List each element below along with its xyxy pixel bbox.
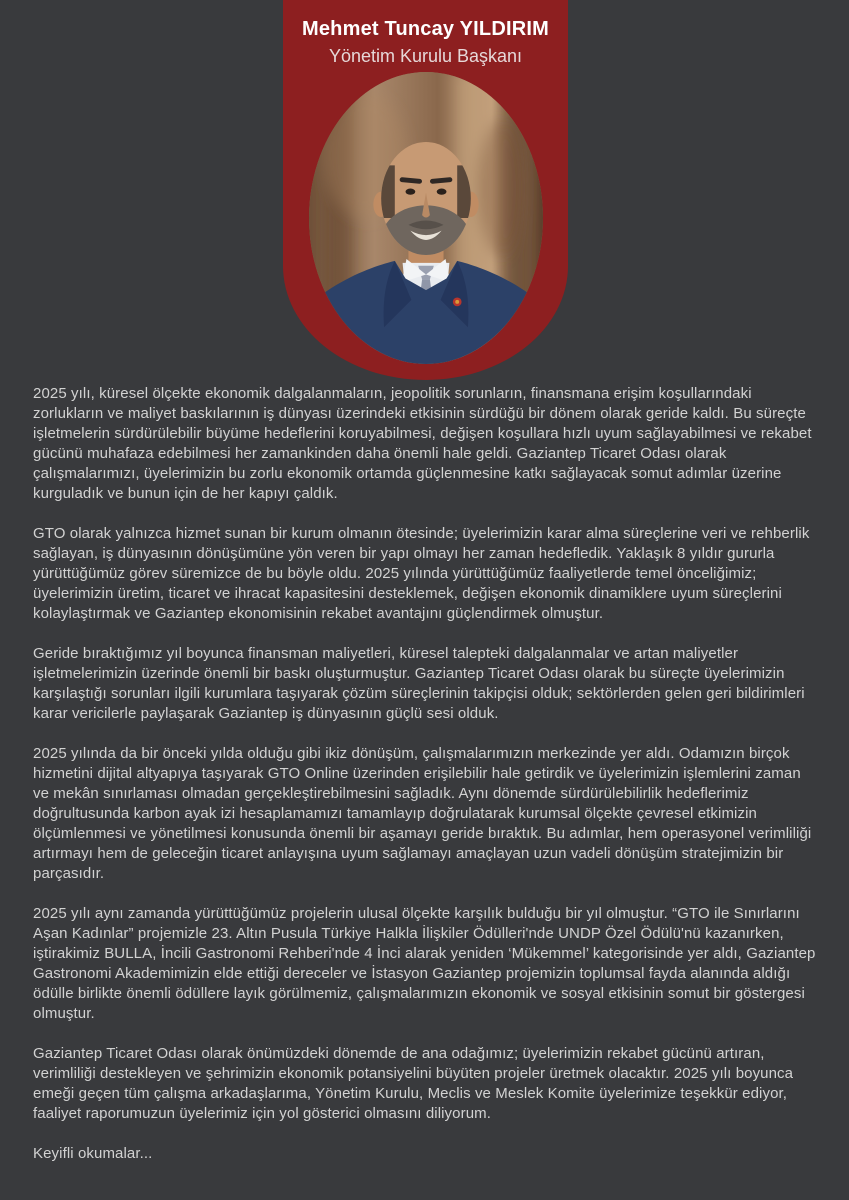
closing-line: Keyifli okumalar... xyxy=(33,1145,153,1162)
paragraph: Geride bıraktığımız yıl boyunca finansman maliyetleri, küresel talepteki dalgalanmalar ve artan maliyetler işletmelerimizin üzerinde önemli bir baskı oluşturmuştur. Gaziantep Ticaret Odası olarak bu süreçte üyelerimizin karşılaştığı sorunları ilgili kurumlara taşıyarak çözüm süreçlerinin takipçisi olduk; sektörlerden gelen geri bildirimleri karar vericilerle paylaşarak Gaziantep iş dünyasının güçlü sesi olduk. xyxy=(33,645,805,722)
paragraph: 2025 yılında da bir önceki yılda olduğu gibi ikiz dönüşüm, çalışmalarımızın merkezinde yer aldı. Odamızın birçok hizmetini dijital altyapıya taşıyarak GTO Online üzerinden erişilebilir hale getirdik ve üyelerimizin işlemlerini zaman ve mekân sınırlaması olmadan gerçekleştirebilmesini sağladık. Aynı dönemde sürdürülebilirlik hedeflerimiz doğrultusunda karbon ayak izi hesaplamamızı tamamlayıp doğrulatarak kurumsal ölçekte çevresel etkimizin ölçümlenmesi ve yönetilmesi konusunda önemli bir aşamayı geride bıraktık. Bu adımlar, hem operasyonel verimliliği artırmayı hem de geleceğin ticaret anlayışına uyum sağlamayı amaçlayan uzun vadeli dönüşüm stratejimizin bir parçasıdır. xyxy=(33,745,812,882)
chairman-message xyxy=(33,384,818,1164)
chairman-banner xyxy=(283,0,568,380)
paragraph: GTO olarak yalnızca hizmet sunan bir kurum olmanın ötesinde; üyelerimizin karar alma süreçlerine veri ve rehberlik sağlayan, iş dünyasının dönüşümüne yön veren bir yapı olmayı her zaman hedefledik. Yaklaşık 8 yıldır gururla yürüttüğümüz görev süremizce de bu böyle oldu. 2025 yılında yürüttüğümüz faaliyetlerde temel önceliğimiz; üyelerimizin üretim, ticaret ve ihracat kapasitesini desteklemek, değişen ekonomik dinamiklere uyum süreçlerini kolaylaştırmak ve Gaziantep ekonomisinin rekabet avantajını güçlendirmek olmuştur. xyxy=(33,525,810,622)
chairman-name: Mehmet Tuncay YILDIRIM xyxy=(301,18,550,40)
paragraph: Gaziantep Ticaret Odası olarak önümüzdeki dönemde de ana odağımız; üyelerimizin rekabet gücünü artıran, verimliliği destekleyen ve şehrimizin ekonomik potansiyelini büyüten projeler üretmek olacaktır. 2025 yılı boyunca emeği geçen tüm çalışma arkadaşlarıma, Yönetim Kurulu, Meclis ve Meslek Komite üyelerimize teşekkür ediyor, faaliyet raporumuzun üyelerimiz için yol gösterici olmasını diliyorum. xyxy=(33,1045,794,1122)
paragraph: 2025 yılı, küresel ölçekte ekonomik dalgalanmaların, jeopolitik sorunların, finansmana erişim koşullarındaki zorlukların ve maliyet baskılarının iş dünyası üzerindeki etkisinin sürdüğü bir dönem olarak geride kaldı. Bu süreçte işletmelerin sürdürülebilir büyüme hedeflerini koruyabilmesi, değişen koşullara hızlı uyum sağlayabilmesi ve rekabet gücünü muhafaza edebilmesi her zamankinden daha önemli hale geldi. Gaziantep Ticaret Odası olarak çalışmalarımızı, üyelerimizin bu zorlu ekonomik ortamda güçlenmesine katkı sağlayacak somut adımlar üzerine kurguladık ve bunun için de her kapıyı çaldık. xyxy=(33,385,812,502)
chairman-photo xyxy=(309,72,543,364)
chairman-role: Yönetim Kurulu Başkanı xyxy=(328,46,523,66)
paragraph: 2025 yılı aynı zamanda yürüttüğümüz projelerin ulusal ölçekte karşılık bulduğu bir yıl olmuştur. “GTO ile Sınırlarını Aşan Kadınlar” projemizle 23. Altın Pusula Türkiye Halkla İlişkiler Ödülleri'nde UNDP Özel Ödülü'nü kazanırken, iştirakimiz BULLA, İncili Gastronomi Rehberi'nde 4 İnci alarak yeniden ‘Mükemmel’ kategorisinde yer aldı, Gaziantep Gastronomi Akademimizin elde ettiği dereceler ve İstasyon Gaziantep projemizin toplumsal fayda alanında aldığı ödülle birlikte önemli ödüllere layık görülmemiz, çalışmalarımızın ekonomik ve sosyal etkisinin somut bir göstergesi olmuştur. xyxy=(33,905,816,1022)
